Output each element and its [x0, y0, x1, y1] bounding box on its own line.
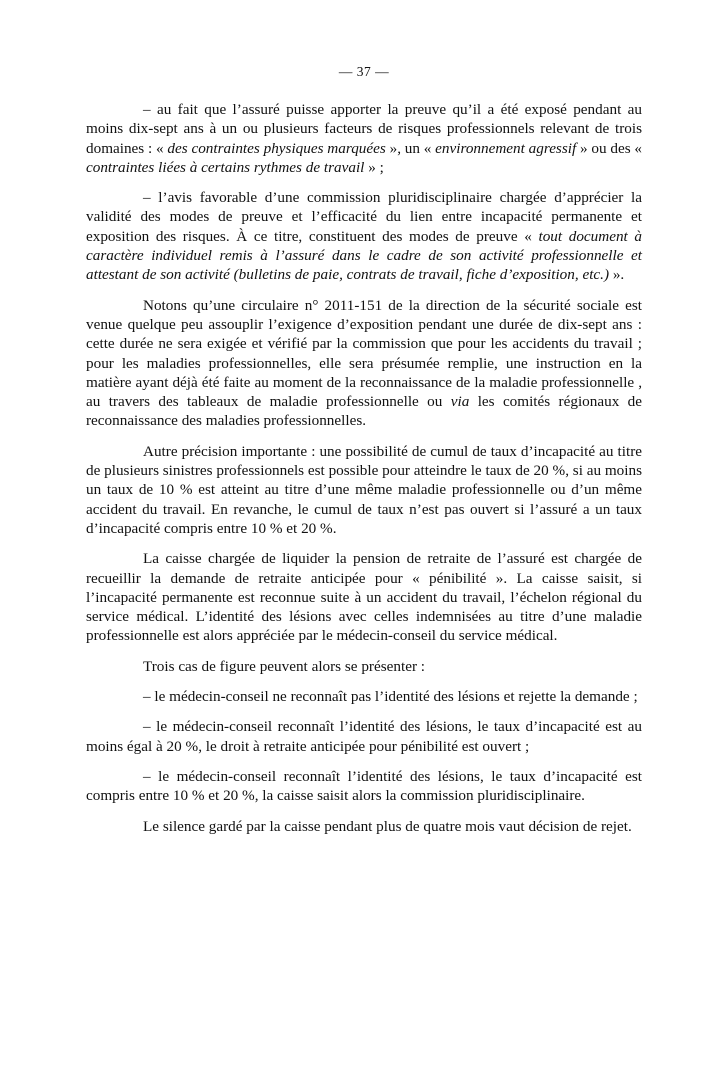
paragraph: [86, 817, 642, 836]
italic-text-run: tout document à caractère individuel remis à l’assuré dans le cadre de son activité professionnelle et attestant de son activité (bulletins de paie, contrats de travail, fiche d’exposition, etc.): [86, 227, 643, 284]
text-run: – au fait que l’assuré puisse apporter la preuve qu’il a été exposé pendant au moins dix-sept ans à un ou plusieurs facteurs de risques professionnels relevant de trois domaines : «: [86, 101, 642, 157]
paragraph: [86, 657, 642, 676]
italic-text-run: contraintes liées à certains rythmes de travail: [86, 158, 365, 176]
paragraph: [86, 767, 642, 806]
paragraph: [86, 188, 642, 284]
text-run: Le silence gardé par la caisse pendant plus de quatre mois vaut décision de rejet.: [143, 817, 632, 835]
paragraph: [86, 549, 642, 645]
text-run: les comités régionaux de reconnaissance des maladies professionnelles.: [86, 393, 642, 430]
text-run: » ;: [364, 158, 384, 176]
italic-text-run: via: [450, 393, 470, 411]
paragraph: [86, 100, 642, 177]
text-run: Notons qu’une circulaire n° 2011-151 de la direction de la sécurité sociale est venue quelque peu assouplir l’exigence d’exposition pendant une durée de dix-sept ans : cette durée ne sera exigée et vérifié par la commission que pour les accidents du travail ; pour les maladies professionnelles, elle sera présumée remplie, une instruction en la matière ayant déjà été faite au moment de la reconnaissance de la maladie professionnelle , au travers des tableaux de maladie professionnelle ou: [86, 296, 642, 411]
paragraph: [86, 687, 642, 706]
text-run: – le médecin-conseil ne reconnaît pas l’identité des lésions et rejette la demande ;: [143, 688, 638, 706]
text-run: – le médecin-conseil reconnaît l’identité des lésions, le taux d’incapacité est au moins égal à 20 %, le droit à retraite anticipée pour pénibilité est ouvert ;: [86, 718, 642, 755]
page-number: — 37 —: [338, 64, 390, 79]
text-run: – l’avis favorable d’une commission pluridisciplinaire chargée d’apprécier la validité des modes de preuve et l’efficacité du lien entre incapacité permanente et exposition des risques. À ce titre, constituent des modes de preuve «: [86, 189, 642, 245]
text-run: ».: [609, 266, 625, 284]
italic-text-run: des contraintes physiques marquées: [167, 139, 386, 157]
text-run: Autre précision importante : une possibilité de cumul de taux d’incapacité au titre de plusieurs sinistres professionnels est possible pour atteindre le taux de 20 %, si au moins un taux de 10 % est atteint au titre d’une même maladie professionnelle ou d’un même accident du travail. En revanche, le cumul de taux n’est pas ouvert si l’assuré a un taux d’incapacité compris entre 10 % et 20 %.: [86, 442, 642, 537]
italic-text-run: environnement agressif: [435, 139, 577, 157]
text-run: Trois cas de figure peuvent alors se présenter :: [143, 657, 426, 675]
body-text: [86, 100, 642, 836]
text-run: », un «: [385, 139, 436, 157]
paragraph: [86, 717, 642, 756]
text-run: – le médecin-conseil reconnaît l’identité des lésions, le taux d’incapacité est compris entre 10 % et 20 %, la caisse saisit alors la commission pluridisciplinaire.: [86, 767, 642, 805]
document-page: [86, 64, 642, 847]
text-run: La caisse chargée de liquider la pension de retraite de l’assuré est chargée de recueillir la demande de retraite anticipée pour « pénibilité ». La caisse saisit, si l’incapacité permanente est reconnue suite à un accident du travail, l’échelon régional du service médical. L’identité des lésions avec celles indemnisées au titre d’une maladie professionnelle est alors appréciée par le médecin-conseil du service médical.: [86, 550, 642, 645]
paragraph: [86, 296, 642, 431]
paragraph: [86, 442, 642, 538]
text-run: » ou des «: [576, 139, 643, 157]
